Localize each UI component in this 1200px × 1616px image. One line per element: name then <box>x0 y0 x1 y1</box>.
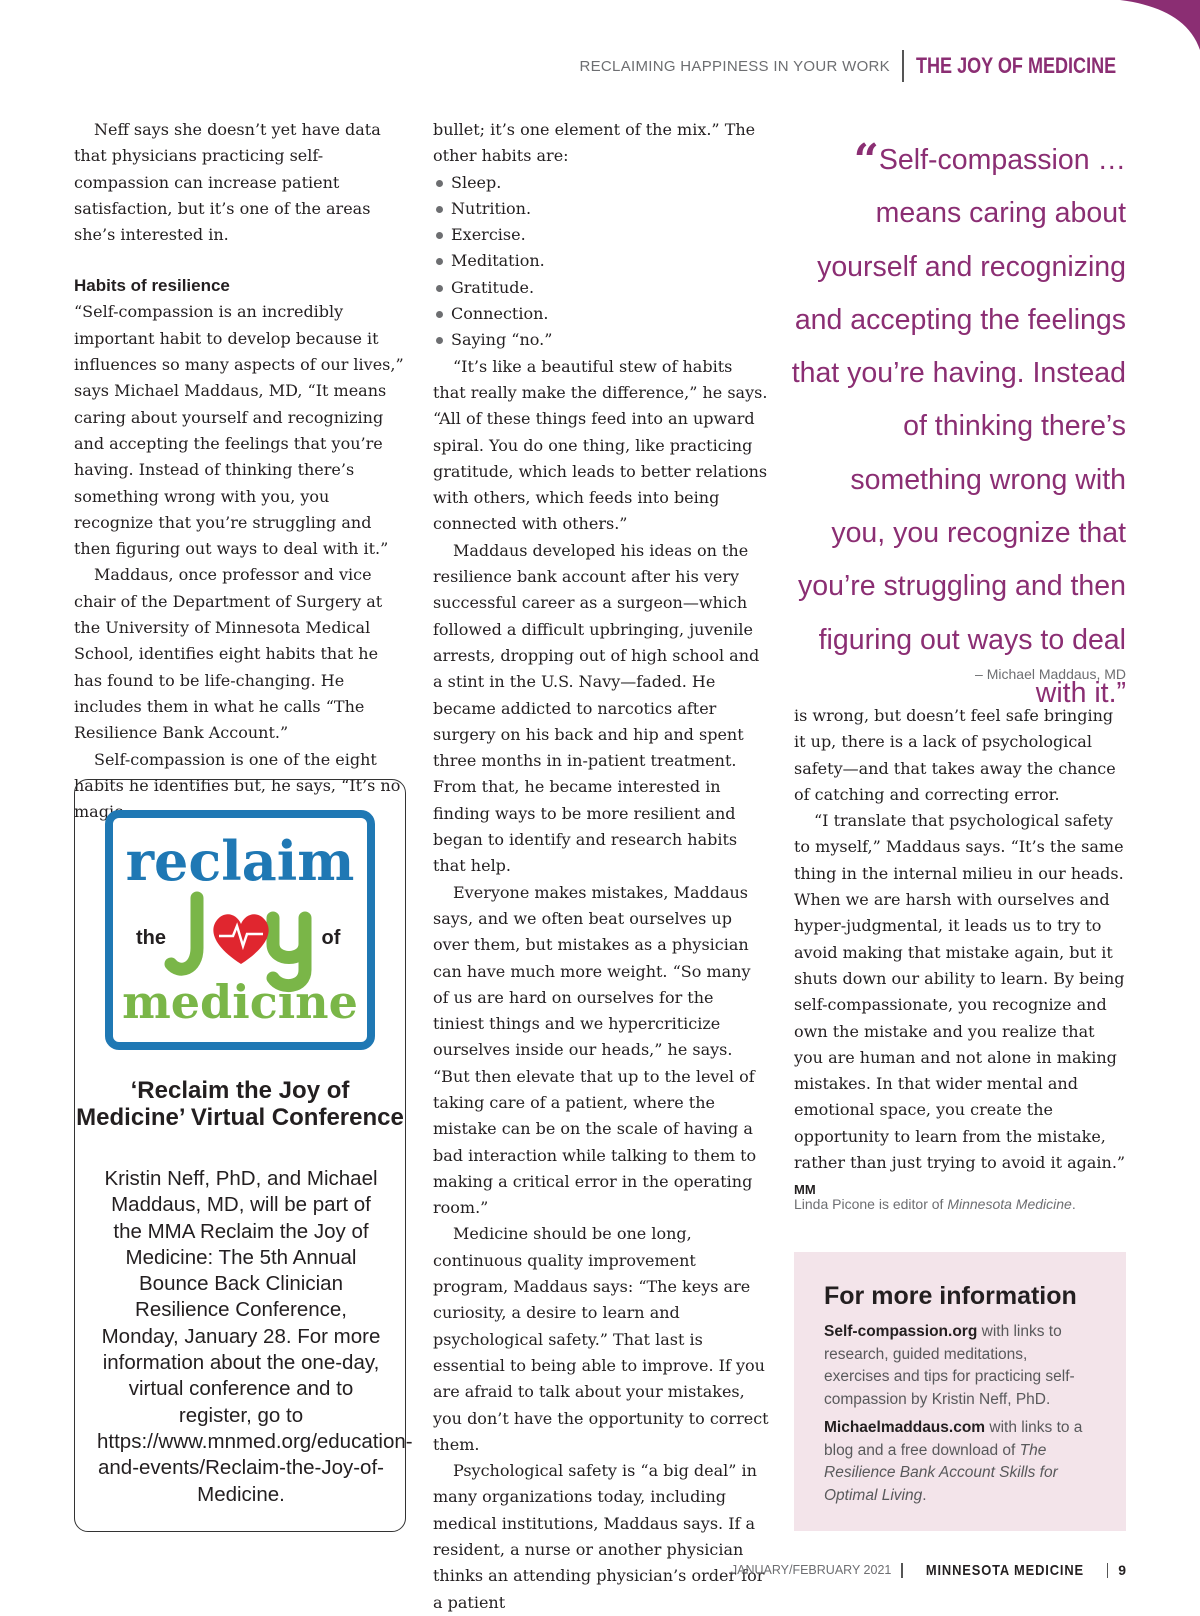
footer-divider <box>901 1563 903 1578</box>
editor-note <box>794 1196 1134 1212</box>
article-paragraph: “Self-compassion is an incredibly important habit to develop because it influences so many aspects of our lives,” says Michael Maddaus, MD, “It means caring about yourself and recognizing and accepting the feelings that you’re having. Instead of thinking there’s something wrong with you, you recognize that you’re struggling and then figuring out ways to deal with it.” <box>74 302 404 559</box>
pull-quote <box>790 128 1126 720</box>
article-paragraph: Neff says she doesn’t yet have data that physicians practicing self-compassion can increase patient satisfaction, but it’s one of the areas she’s interested in. <box>74 120 381 245</box>
article-paragraph: is wrong, but doesn’t feel safe bringing it up, there is a lack of psychological safety—and that takes away the chance of catching and correcting error. <box>794 706 1116 804</box>
info-box-title: For more information <box>824 1282 1077 1310</box>
book-title: The Resilience Bank Account Skills for Optimal Living <box>824 1441 1058 1504</box>
header-section-label: RECLAIMING HAPPINESS IN YOUR WORK <box>579 57 890 75</box>
article-paragraph-text: “I translate that psychological safety to myself,” Maddaus says. “It’s the same thing in the internal milieu in our heads. When we are harsh with ourselves and hyper-judgmental, it leads us to try to avoid making that mistake again, but it shuts down our ability to learn. By being self-compassionate, you recognize and own the mistake and you realize that you are human and not alone in making mistakes. In that wider mental and emotional space, you create the opportunity to learn from the mistake, rather than just trying to avoid it again.” <box>794 811 1126 1173</box>
end-mark: MM <box>794 1182 816 1198</box>
footer-magazine: MINNESOTA MEDICINE <box>925 1561 1084 1579</box>
list-item: Sleep. <box>433 170 769 196</box>
article-paragraph: Maddaus developed his ideas on the resilience bank account after his very successful career as a surgeon—which followed a difficult upbringing, juvenile arrests, dropping out of high school and a stint in the U.S. Navy—faded. He became addicted to narcotics after surgery on his back and hip and spent three months in in-patient treatment. From that, he became interested in finding ways to be more resilient and began to identify and research habits that help. <box>433 540 760 876</box>
reclaim-joy-logo <box>105 810 375 1050</box>
info-item <box>824 1417 1096 1507</box>
article-paragraph: Maddaus, once professor and vice chair of the Department of Surgery at the University of Minnesota Medical School, identifies eight habits that he has found to be life-changing. He includes them in what he calls “The Resilience Bank Account.” <box>74 565 383 743</box>
article-paragraph <box>794 808 1126 1203</box>
info-link-michaelmaddaus[interactable]: Michaelmaddaus.com <box>824 1419 986 1436</box>
page-footer <box>731 1560 1126 1580</box>
list-item: Exercise. <box>433 222 769 248</box>
conference-sidebar <box>74 779 413 1532</box>
article-column-3 <box>794 703 1126 1204</box>
logo-of-text: of <box>321 927 341 949</box>
logo-the-text: the <box>136 927 166 949</box>
footer-divider <box>1107 1563 1109 1578</box>
header-divider <box>902 50 904 82</box>
article-paragraph: Everyone makes mistakes, Maddaus says, and we often beat ourselves up over them, but mistakes as a physician can have much more weight. “So many of us are hard on ourselves for the tiniest things and we hypercriticize ourselves inside our heads,” he says. “But then elevate that up to the level of taking care of a patient, where the mistake can be on the scale of having a bad interaction while talking to them to making a critical error in the operating room.” <box>433 882 757 1218</box>
list-item: Meditation. <box>433 248 769 274</box>
open-quote-mark: “ <box>853 135 879 186</box>
logo-reclaim-text: reclaim <box>125 829 355 893</box>
page-number: 9 <box>1118 1562 1126 1578</box>
article-column-2 <box>433 117 769 1616</box>
info-item-end: . <box>922 1486 927 1504</box>
section-subhead: Habits of resilience <box>74 276 230 296</box>
article-column-1 <box>74 117 404 825</box>
info-item-desc: with links to a blog and a free download of <box>824 1419 1083 1459</box>
article-paragraph: bullet; it’s one element of the mix.” The other habits are: <box>433 120 756 166</box>
publication-name: Minnesota Medicine <box>947 1196 1072 1212</box>
list-item: Gratitude. <box>433 275 769 301</box>
habits-list <box>433 170 769 354</box>
info-item-desc: with links to research, guided meditations, exercises and tips for practicing self-compassion by Kristin Neff, PhD. <box>824 1323 1075 1408</box>
pull-quote-attribution: – Michael Maddaus, MD <box>975 666 1126 682</box>
article-paragraph: Medicine should be one long, continuous quality improvement program, Maddaus says: “The keys are curiosity, a desire to learn and psychological safety.” That last is essential to being able to improve. If you are afraid to talk about your mistakes, you don’t have the opportunity to correct them. <box>433 1224 769 1454</box>
editor-note-suffix: . <box>1071 1196 1076 1212</box>
running-header <box>579 50 1126 82</box>
info-item <box>824 1321 1096 1411</box>
list-item: Connection. <box>433 301 769 327</box>
article-paragraph: Self-compassion is one of the eight habits he identifies but, he says, “It’s no magic <box>74 749 401 822</box>
header-title: THE JOY OF MEDICINE <box>916 53 1117 78</box>
corner-decoration <box>1120 0 1200 50</box>
info-link-selfcompassion[interactable]: Self-compassion.org <box>824 1323 978 1340</box>
list-item: Saying “no.” <box>433 327 769 353</box>
logo-medicine-text: medicine <box>122 975 358 1029</box>
footer-date: JANUARY/FEBRUARY 2021 <box>730 1563 892 1577</box>
sidebar-body: Kristin Neff, PhD, and Michael Maddaus, MD, will be part of the MMA Reclaim the Joy of Medicine: The 5th Annual Bounce Back Clinician Resilience Conference, Monday, January 28. For more information about the one-day, virtual conference and to register, go to https://www.mnmed.org/education-and-events/Reclaim-the-Joy-of-Medicine. <box>97 1167 413 1506</box>
article-paragraph: Psychological safety is “a big deal” in many organizations today, including medical institutions, Maddaus says. If a resident, a nurse or another physician thinks an attending physician’s order for a patient <box>433 1461 765 1612</box>
sidebar-title: ‘Reclaim the Joy of Medicine’ Virtual Conference <box>76 1077 404 1131</box>
pull-quote-text: Self-compassion … means caring about yourself and recognizing and accepting the feelings that you’re having. Instead of thinking there’s something wrong with you, you recognize that you’re struggling and then figuring out ways to deal with it.” <box>791 144 1126 709</box>
list-item: Nutrition. <box>433 196 769 222</box>
article-paragraph: “It’s like a beautiful stew of habits that really make the difference,” he says. “All of these things feed into an upward spiral. You do one thing, like practicing gratitude, which leads to better relations with others, which feeds into being connected with others.” <box>433 356 768 534</box>
editor-note-prefix: Linda Picone is editor of <box>794 1196 948 1212</box>
more-info-box <box>794 1252 1126 1531</box>
